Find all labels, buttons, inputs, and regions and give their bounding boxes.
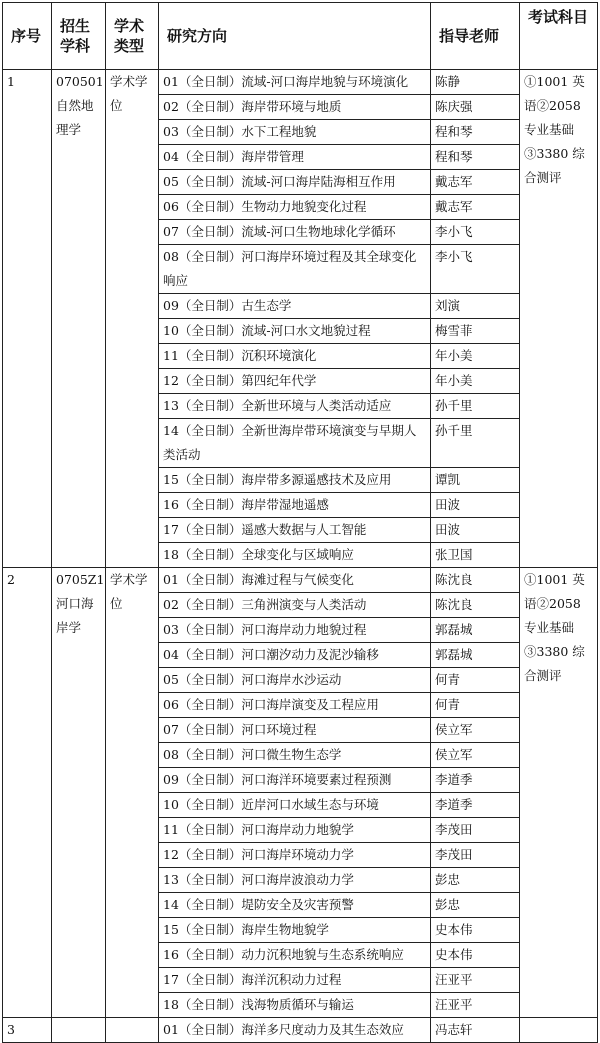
teacher-cell: 年小美 — [431, 344, 520, 369]
direction-cell: 12（全日制）河口海岸环境动力学 — [159, 843, 431, 868]
teacher-cell: 戴志军 — [431, 170, 520, 195]
teacher-cell: 汪亚平 — [431, 993, 520, 1018]
teacher-cell: 程和琴 — [431, 120, 520, 145]
header-direction: 研究方向 — [159, 3, 431, 70]
type-cell: 学术学位 — [106, 70, 159, 568]
admissions-table — [2, 2, 598, 1043]
direction-cell: 01（全日制）海滩过程与气候变化 — [159, 568, 431, 593]
direction-cell: 11（全日制）沉积环境演化 — [159, 344, 431, 369]
direction-cell: 18（全日制）全球变化与区域响应 — [159, 543, 431, 568]
teacher-cell: 陈静 — [431, 70, 520, 95]
teacher-cell: 李茂田 — [431, 843, 520, 868]
teacher-cell: 冯志轩 — [431, 1018, 520, 1043]
major-cell — [52, 1018, 106, 1043]
direction-cell: 02（全日制）海岸带环境与地质 — [159, 95, 431, 120]
major-code: 070501 — [56, 74, 104, 89]
header-exam: 考试科目 — [520, 3, 598, 70]
direction-cell: 01（全日制）海洋多尺度动力及其生态效应 — [159, 1018, 431, 1043]
direction-cell: 17（全日制）海洋沉积动力过程 — [159, 968, 431, 993]
teacher-cell: 李茂田 — [431, 818, 520, 843]
teacher-cell: 彭忠 — [431, 893, 520, 918]
major-code: 0705Z1 — [56, 572, 105, 587]
direction-cell: 16（全日制）海岸带湿地遥感 — [159, 493, 431, 518]
direction-cell: 16（全日制）动力沉积地貌与生态系统响应 — [159, 943, 431, 968]
header-type: 学术类型 — [106, 3, 159, 70]
direction-cell: 03（全日制）水下工程地貌 — [159, 120, 431, 145]
direction-cell: 17（全日制）遥感大数据与人工智能 — [159, 518, 431, 543]
direction-cell: 14（全日制）全新世海岸带环境演变与早期人类活动 — [159, 419, 431, 468]
header-teacher: 指导老师 — [431, 3, 520, 70]
type-cell: 学术学位 — [106, 568, 159, 1018]
table-row — [3, 70, 598, 95]
direction-cell: 10（全日制）近岸河口水域生态与环境 — [159, 793, 431, 818]
direction-cell: 04（全日制）河口潮汐动力及泥沙输移 — [159, 643, 431, 668]
teacher-cell: 李小飞 — [431, 245, 520, 294]
direction-cell: 08（全日制）河口微生物生态学 — [159, 743, 431, 768]
major-cell — [52, 70, 106, 568]
seq-cell: 2 — [3, 568, 52, 1018]
direction-cell: 05（全日制）流域-河口海岸陆海相互作用 — [159, 170, 431, 195]
direction-cell: 18（全日制）浅海物质循环与输运 — [159, 993, 431, 1018]
header-row — [3, 3, 598, 70]
direction-cell: 02（全日制）三角洲演变与人类活动 — [159, 593, 431, 618]
direction-cell: 04（全日制）海岸带管理 — [159, 145, 431, 170]
teacher-cell: 李小飞 — [431, 220, 520, 245]
teacher-cell: 李道季 — [431, 768, 520, 793]
teacher-cell: 梅雪菲 — [431, 319, 520, 344]
teacher-cell: 田波 — [431, 493, 520, 518]
seq-cell: 1 — [3, 70, 52, 568]
teacher-cell: 汪亚平 — [431, 968, 520, 993]
teacher-cell: 孙千里 — [431, 394, 520, 419]
header-seq: 序号 — [3, 3, 52, 70]
teacher-cell: 程和琴 — [431, 145, 520, 170]
teacher-cell: 陈庆强 — [431, 95, 520, 120]
direction-cell: 10（全日制）流域-河口水文地貌过程 — [159, 319, 431, 344]
direction-cell: 08（全日制）河口海岸环境过程及其全球变化响应 — [159, 245, 431, 294]
direction-cell: 13（全日制）全新世环境与人类活动适应 — [159, 394, 431, 419]
direction-cell: 14（全日制）堤防安全及灾害预警 — [159, 893, 431, 918]
direction-cell: 06（全日制）生物动力地貌变化过程 — [159, 195, 431, 220]
header-major: 招生学科 — [52, 3, 106, 70]
table-body — [3, 70, 598, 1043]
type-cell — [106, 1018, 159, 1043]
teacher-cell: 侯立军 — [431, 743, 520, 768]
teacher-cell: 何青 — [431, 693, 520, 718]
teacher-cell: 谭凯 — [431, 468, 520, 493]
direction-cell: 15（全日制）海岸生物地貌学 — [159, 918, 431, 943]
teacher-cell: 郭磊城 — [431, 618, 520, 643]
direction-cell: 13（全日制）河口海岸波浪动力学 — [159, 868, 431, 893]
teacher-cell: 年小美 — [431, 369, 520, 394]
major-name: 河口海岸学 — [56, 596, 94, 635]
teacher-cell: 李道季 — [431, 793, 520, 818]
teacher-cell: 戴志军 — [431, 195, 520, 220]
exam-cell — [520, 1018, 598, 1043]
teacher-cell: 何青 — [431, 668, 520, 693]
teacher-cell: 田波 — [431, 518, 520, 543]
direction-cell: 03（全日制）河口海岸动力地貌过程 — [159, 618, 431, 643]
direction-cell: 09（全日制）古生态学 — [159, 294, 431, 319]
teacher-cell: 史本伟 — [431, 918, 520, 943]
teacher-cell: 彭忠 — [431, 868, 520, 893]
direction-cell: 12（全日制）第四纪年代学 — [159, 369, 431, 394]
teacher-cell: 侯立军 — [431, 718, 520, 743]
seq-cell: 3 — [3, 1018, 52, 1043]
direction-cell: 07（全日制）河口环境过程 — [159, 718, 431, 743]
teacher-cell: 陈沈良 — [431, 568, 520, 593]
direction-cell: 15（全日制）海岸带多源遥感技术及应用 — [159, 468, 431, 493]
table-row — [3, 1018, 598, 1043]
direction-cell: 06（全日制）河口海岸演变及工程应用 — [159, 693, 431, 718]
teacher-cell: 郭磊城 — [431, 643, 520, 668]
teacher-cell: 孙千里 — [431, 419, 520, 468]
direction-cell: 07（全日制）流域-河口生物地球化学循环 — [159, 220, 431, 245]
direction-cell: 11（全日制）河口海岸动力地貌学 — [159, 818, 431, 843]
direction-cell: 09（全日制）河口海洋环境要素过程预测 — [159, 768, 431, 793]
direction-cell: 05（全日制）河口海岸水沙运动 — [159, 668, 431, 693]
teacher-cell: 刘演 — [431, 294, 520, 319]
major-cell — [52, 568, 106, 1018]
exam-cell: ①1001 英语②2058 专业基础③3380 综合测评 — [520, 70, 598, 568]
direction-cell: 01（全日制）流域-河口海岸地貌与环境演化 — [159, 70, 431, 95]
teacher-cell: 陈沈良 — [431, 593, 520, 618]
teacher-cell: 张卫国 — [431, 543, 520, 568]
exam-cell: ①1001 英语②2058 专业基础③3380 综合测评 — [520, 568, 598, 1018]
table-row — [3, 568, 598, 593]
major-name: 自然地理学 — [56, 98, 94, 137]
teacher-cell: 史本伟 — [431, 943, 520, 968]
